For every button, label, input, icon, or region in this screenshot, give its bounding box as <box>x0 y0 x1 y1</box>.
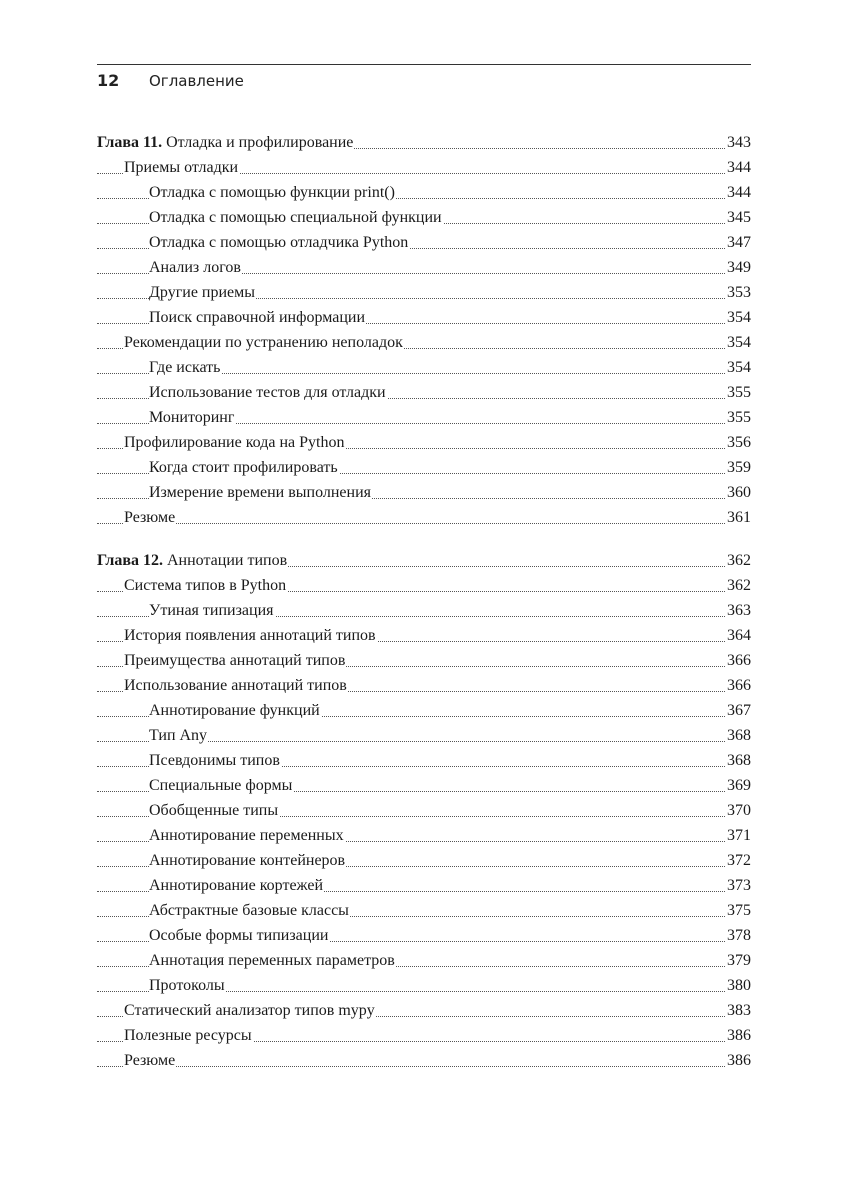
toc-subsection <box>97 180 751 205</box>
toc-chapter <box>97 130 751 530</box>
toc-entry-title: Отладка с помощью отладчика Python <box>149 234 409 251</box>
toc-entry-page-number: 372 <box>726 848 751 873</box>
toc-entry-title: Отладка с помощью специальной функции <box>149 209 442 226</box>
dot-leader <box>97 523 751 524</box>
toc-entry-page-number: 363 <box>726 598 751 623</box>
toc-entry-page-number: 354 <box>726 305 751 330</box>
toc-subsection <box>97 598 751 623</box>
toc-entry-page-number: 366 <box>726 673 751 698</box>
toc-subsection <box>97 873 751 898</box>
chapter-title: Отладка и профилирование <box>166 134 354 151</box>
toc-entry-page-number: 356 <box>726 430 751 455</box>
toc-entry-title: Тип Any <box>149 727 208 744</box>
toc-subsection <box>97 355 751 380</box>
toc-entry-title: Специальные формы <box>149 777 293 794</box>
chapter-page-number: 343 <box>726 130 751 155</box>
toc-entry-title: Утиная типизация <box>149 602 274 619</box>
toc-entry-title: Псевдонимы типов <box>149 752 280 769</box>
toc-entry-title: Измерение времени выполнения <box>149 484 371 501</box>
toc-subsection <box>97 898 751 923</box>
toc-entry-title: Статический анализатор типов mypy <box>124 1002 375 1019</box>
toc-entry-title: Рекомендации по устранению неполадок <box>124 334 403 351</box>
toc-entry-title: Анализ логов <box>149 259 241 276</box>
toc-entry-title: Профилирование кода на Python <box>124 434 345 451</box>
toc-entry-page-number: 379 <box>726 948 751 973</box>
toc-entry-title: История появления аннотаций типов <box>124 627 376 644</box>
toc-entry-title: Полезные ресурсы <box>124 1027 252 1044</box>
chapter-label: Глава 11. <box>97 134 163 151</box>
toc-entry-title: Аннотация переменных параметров <box>149 952 395 969</box>
toc-entry-page-number: 353 <box>726 280 751 305</box>
toc-entry-title: Система типов в Python <box>124 577 287 594</box>
toc-entry-page-number: 375 <box>726 898 751 923</box>
toc-section <box>97 1023 751 1048</box>
toc-entry-page-number: 371 <box>726 823 751 848</box>
toc-section <box>97 648 751 673</box>
toc-subsection <box>97 973 751 998</box>
toc-section <box>97 430 751 455</box>
toc-entry-title: Аннотирование кортежей <box>149 877 324 894</box>
chapter-page-number: 362 <box>726 548 751 573</box>
toc-section <box>97 673 751 698</box>
toc-entry-page-number: 378 <box>726 923 751 948</box>
toc-chapter <box>97 548 751 1073</box>
page-header <box>97 64 751 90</box>
toc-subsection <box>97 230 751 255</box>
toc-entry-title: Поиск справочной информации <box>149 309 366 326</box>
toc-entry-page-number: 345 <box>726 205 751 230</box>
toc-entry-title: Аннотирование переменных <box>149 827 344 844</box>
toc-entry-page-number: 386 <box>726 1048 751 1073</box>
toc-entry-title: Протоколы <box>149 977 225 994</box>
toc-entry-page-number: 359 <box>726 455 751 480</box>
toc-entry-page-number: 354 <box>726 330 751 355</box>
toc-entry-title: Аннотирование контейнеров <box>149 852 346 869</box>
toc-entry-page-number: 344 <box>726 155 751 180</box>
toc-chapter-heading <box>97 130 751 155</box>
toc-entry-title: Абстрактные базовые классы <box>149 902 349 919</box>
toc-entry-title: Аннотирование функций <box>149 702 320 719</box>
toc-subsection <box>97 305 751 330</box>
toc-entry-page-number: 370 <box>726 798 751 823</box>
toc-entry-title: Мониторинг <box>149 409 235 426</box>
toc-entry-page-number: 366 <box>726 648 751 673</box>
toc-section <box>97 623 751 648</box>
toc-entry-title: Резюме <box>124 509 176 526</box>
toc-subsection <box>97 280 751 305</box>
toc-subsection <box>97 823 751 848</box>
toc-section <box>97 998 751 1023</box>
toc-subsection <box>97 748 751 773</box>
toc-entry-page-number: 361 <box>726 505 751 530</box>
toc-entry-page-number: 367 <box>726 698 751 723</box>
toc-subsection <box>97 480 751 505</box>
toc-section <box>97 1048 751 1073</box>
page-number: 12 <box>97 71 120 90</box>
toc-subsection <box>97 723 751 748</box>
table-of-contents <box>97 130 751 1091</box>
running-title: Оглавление <box>149 72 244 90</box>
toc-chapter-title-group <box>97 134 354 151</box>
toc-entry-title: Где искать <box>149 359 221 376</box>
toc-section <box>97 505 751 530</box>
toc-entry-page-number: 360 <box>726 480 751 505</box>
toc-entry-title: Приемы отладки <box>124 159 239 176</box>
header-row <box>97 71 751 90</box>
toc-entry-page-number: 368 <box>726 748 751 773</box>
toc-entry-page-number: 380 <box>726 973 751 998</box>
toc-entry-title: Резюме <box>124 1052 176 1069</box>
toc-section <box>97 573 751 598</box>
toc-entry-page-number: 349 <box>726 255 751 280</box>
toc-entry-page-number: 355 <box>726 380 751 405</box>
toc-entry-page-number: 369 <box>726 773 751 798</box>
toc-entry-title: Особые формы типизации <box>149 927 329 944</box>
toc-chapter-title-group <box>97 552 288 569</box>
toc-subsection <box>97 848 751 873</box>
chapter-title: Аннотации типов <box>167 552 288 569</box>
toc-entry-title: Когда стоит профилировать <box>149 459 338 476</box>
toc-entry-page-number: 347 <box>726 230 751 255</box>
toc-subsection <box>97 455 751 480</box>
header-rule <box>97 64 751 65</box>
toc-entry-page-number: 373 <box>726 873 751 898</box>
toc-entry-page-number: 362 <box>726 573 751 598</box>
toc-subsection <box>97 380 751 405</box>
toc-entry-page-number: 368 <box>726 723 751 748</box>
toc-section <box>97 155 751 180</box>
dot-leader <box>97 1066 751 1067</box>
toc-chapter-heading <box>97 548 751 573</box>
toc-entry-page-number: 383 <box>726 998 751 1023</box>
toc-section <box>97 330 751 355</box>
toc-subsection <box>97 698 751 723</box>
toc-subsection <box>97 773 751 798</box>
toc-entry-page-number: 354 <box>726 355 751 380</box>
toc-subsection <box>97 405 751 430</box>
toc-subsection <box>97 923 751 948</box>
toc-subsection <box>97 255 751 280</box>
toc-entry-title: Другие приемы <box>149 284 256 301</box>
toc-entry-title: Использование тестов для отладки <box>149 384 386 401</box>
toc-entry-page-number: 355 <box>726 405 751 430</box>
toc-entry-title: Использование аннотаций типов <box>124 677 347 694</box>
toc-subsection <box>97 948 751 973</box>
toc-entry-title: Отладка с помощью функции print() <box>149 184 395 201</box>
toc-subsection <box>97 798 751 823</box>
toc-entry-page-number: 344 <box>726 180 751 205</box>
chapter-label: Глава 12. <box>97 552 163 569</box>
toc-entry-title: Обобщенные типы <box>149 802 279 819</box>
toc-subsection <box>97 205 751 230</box>
toc-entry-title: Преимущества аннотаций типов <box>124 652 346 669</box>
toc-entry-page-number: 364 <box>726 623 751 648</box>
toc-entry-page-number: 386 <box>726 1023 751 1048</box>
